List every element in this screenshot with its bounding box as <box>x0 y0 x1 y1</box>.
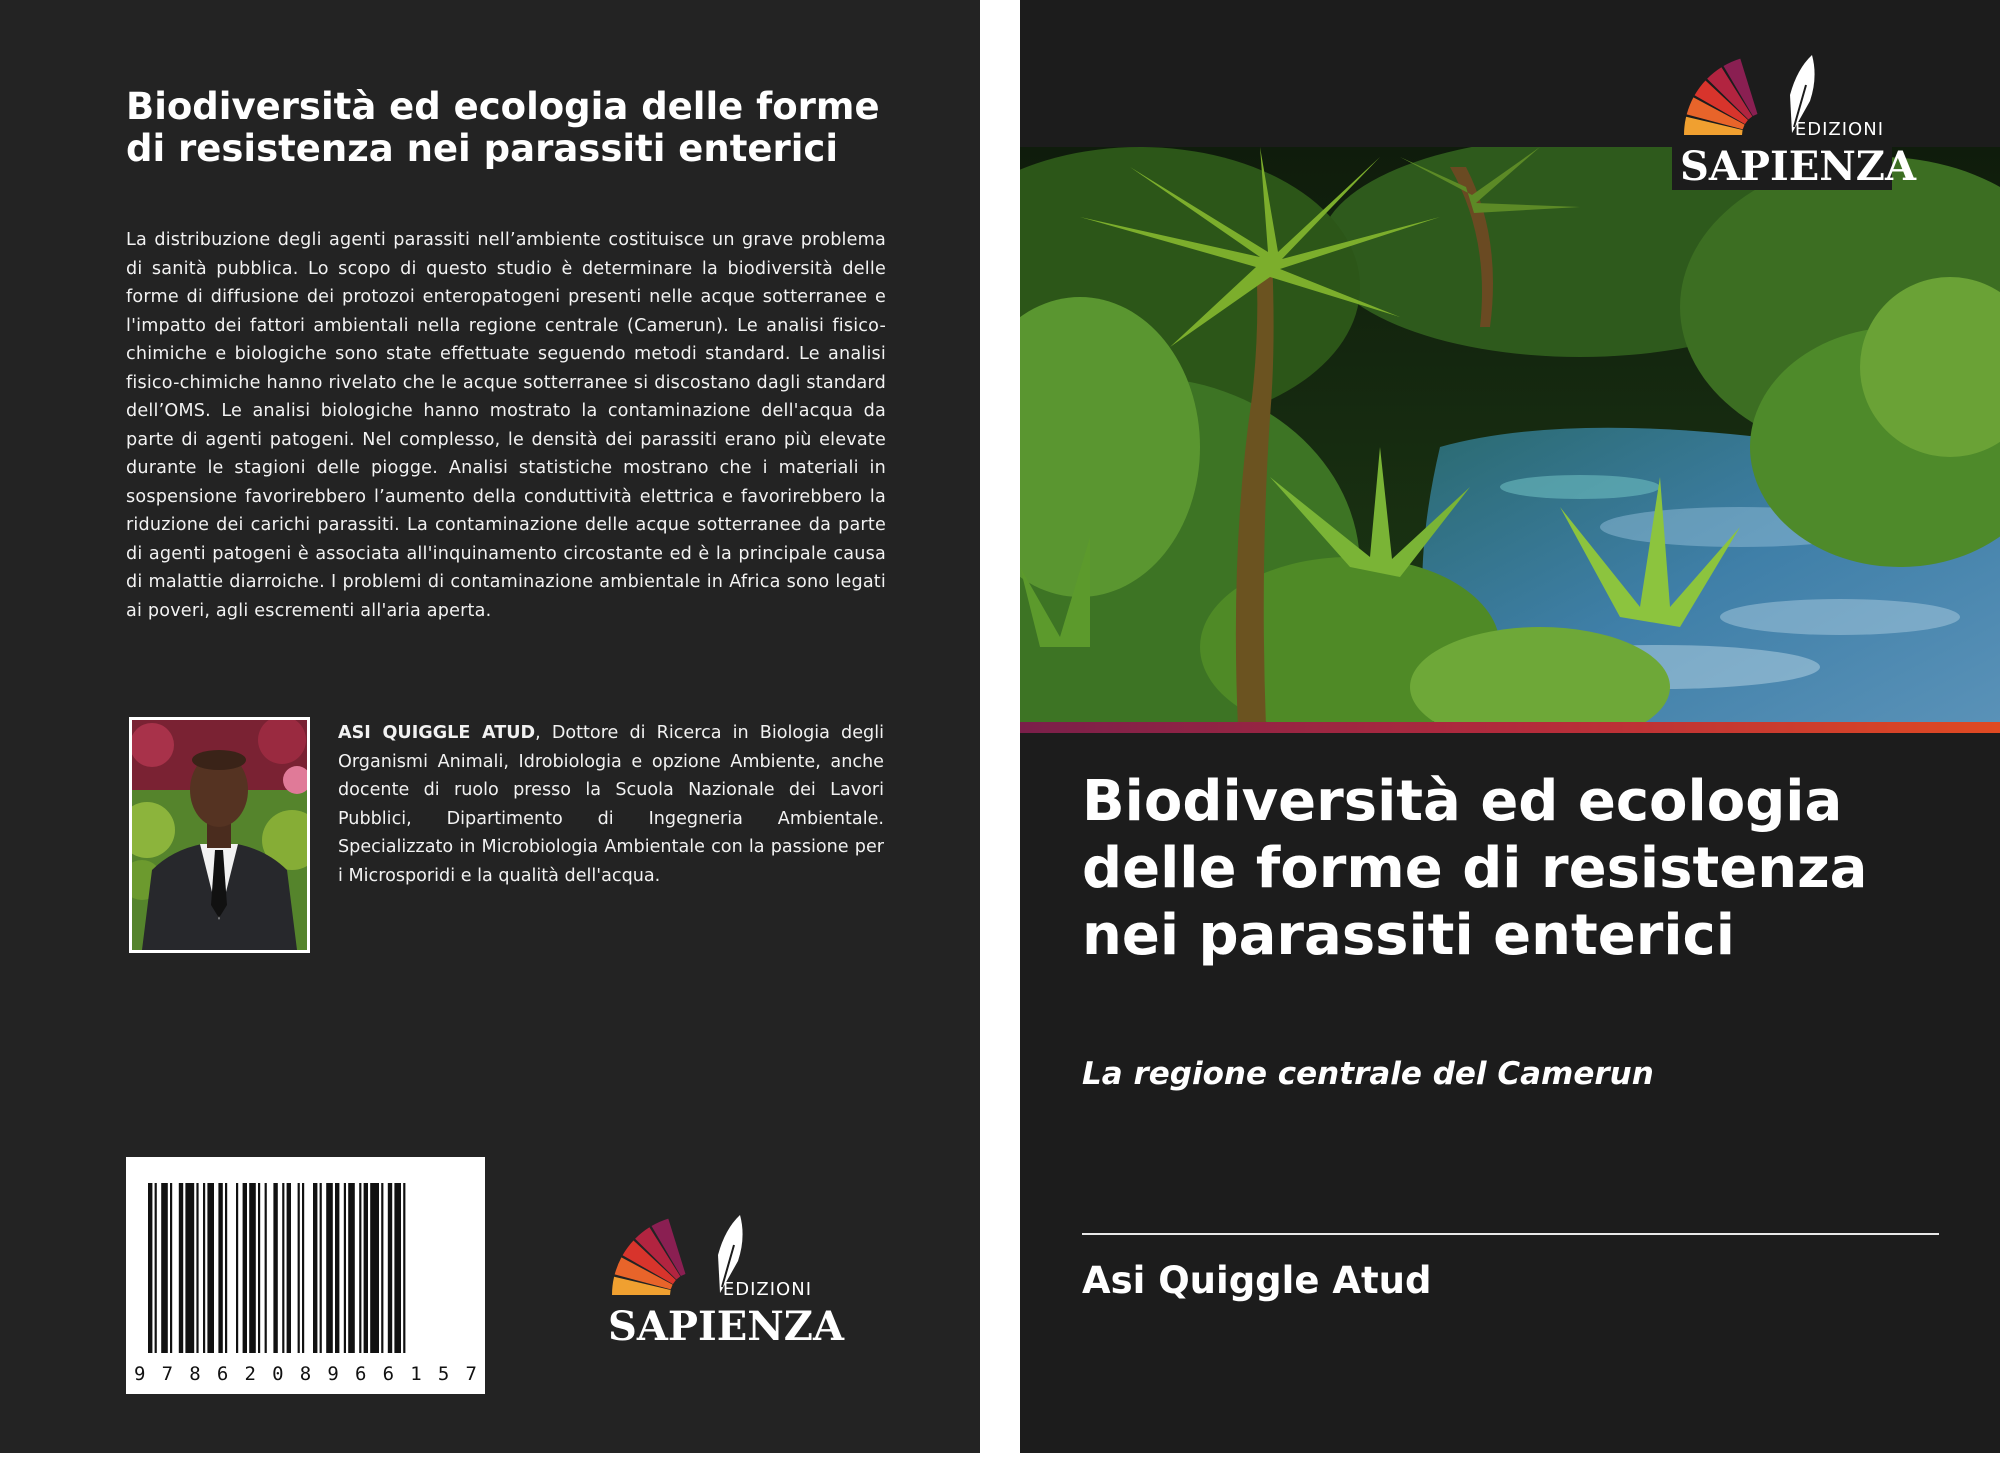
barcode-digit: 8 <box>299 1363 312 1385</box>
author-portrait-image <box>132 720 307 950</box>
cover-photo <box>1020 147 2000 727</box>
author-bio-name: ASI QUIGGLE ATUD <box>338 723 536 743</box>
barcode-digit: 1 <box>410 1363 422 1385</box>
barcode-digits <box>134 1362 477 1386</box>
logo-edizioni-label: EDIZIONI <box>1794 119 1884 140</box>
back-cover <box>0 0 980 1453</box>
front-cover-title: Biodiversità ed ecologia delle forme di resistenza nei parassiti enterici <box>1082 769 1868 968</box>
logo-edizioni-label: EDIZIONI <box>722 1279 812 1300</box>
barcode-digit: 6 <box>382 1363 395 1385</box>
barcode-digit: 9 <box>134 1363 146 1385</box>
back-cover-title: Biodiversità ed ecologia delle forme di resistenza nei parassiti enterici <box>126 85 880 170</box>
barcode-digit: 9 <box>327 1363 339 1385</box>
back-cover-blurb: La distribuzione degli agenti parassiti nell’ambiente costituisce un grave problema di sanità pubblica. Lo scopo di questo studio è determinare la biodiversità delle forme di diffusione dei protozoi enteropatogeni presenti nelle acque sotterranee e l'impatto dei fattori ambientali nella regione centrale (Camerun). Le analisi fisico-chimiche e biologiche sono state effettuate seguendo metodi standard. Le analisi fisico-chimiche hanno rivelato che le acque sotterranee si discostano dagli standard dell’OMS. Le analisi biologiche hanno mostrato la contaminazione dell'acqua da parte di agenti patogeni. Nel complesso, le densità dei parassiti erano più elevate durante le stagioni delle piogge. Analisi statistiche mostrano che i materiali in sospensione favorirebbero l’aumento della conduttività elettrica e favorirebbero la riduzione dei carichi parassiti. La contaminazione delle acque sotterranee da parte di agenti patogeni è associata all'inquinamento circostante ed è la principale causa di malattie diarroiche. I problemi di contaminazione ambientale in Africa sono legati ai poveri, agli escrementi all'aria aperta. <box>126 230 886 621</box>
barcode-digit: 7 <box>465 1363 477 1385</box>
tropical-pond-image <box>1020 147 2000 727</box>
logo-sapienza-label: SAPIENZA <box>1680 143 1916 190</box>
barcode-digit: 6 <box>355 1363 367 1385</box>
logo-sapienza-label: SAPIENZA <box>608 1303 844 1350</box>
spine <box>980 0 1020 1457</box>
publisher-logo-front <box>1672 55 1916 190</box>
author-bio <box>338 719 884 890</box>
publisher-logo-back <box>600 1215 844 1353</box>
front-cover-author: Asi Quiggle Atud <box>1082 1259 1432 1302</box>
barcode-digit: 2 <box>244 1363 256 1385</box>
cover-accent-bar <box>1020 722 2000 733</box>
author-bio-text: , Dottore di Ricerca in Biologia degli Organismi Animali, Idrobiologia e opzione Ambiente, anche docente di ruolo presso la Scuola Nazionale dei Lavori Pubblici, Dipartimento di Ingegneria Ambientale. Specializzato in Microbiologia Ambientale con la passione per i Microsporidi e la qualità dell'acqua. <box>338 723 884 886</box>
barcode-bars <box>126 1157 485 1367</box>
isbn-barcode <box>126 1157 485 1394</box>
barcode-digit: 8 <box>189 1363 201 1385</box>
barcode-digit: 5 <box>437 1363 450 1385</box>
front-cover-subtitle: La regione centrale del Camerun <box>1082 1056 1654 1092</box>
barcode-digit: 0 <box>272 1363 284 1385</box>
barcode-digit: 6 <box>216 1363 229 1385</box>
author-photo <box>129 717 310 953</box>
author-divider <box>1082 1233 1939 1235</box>
barcode-digit: 7 <box>161 1363 174 1385</box>
